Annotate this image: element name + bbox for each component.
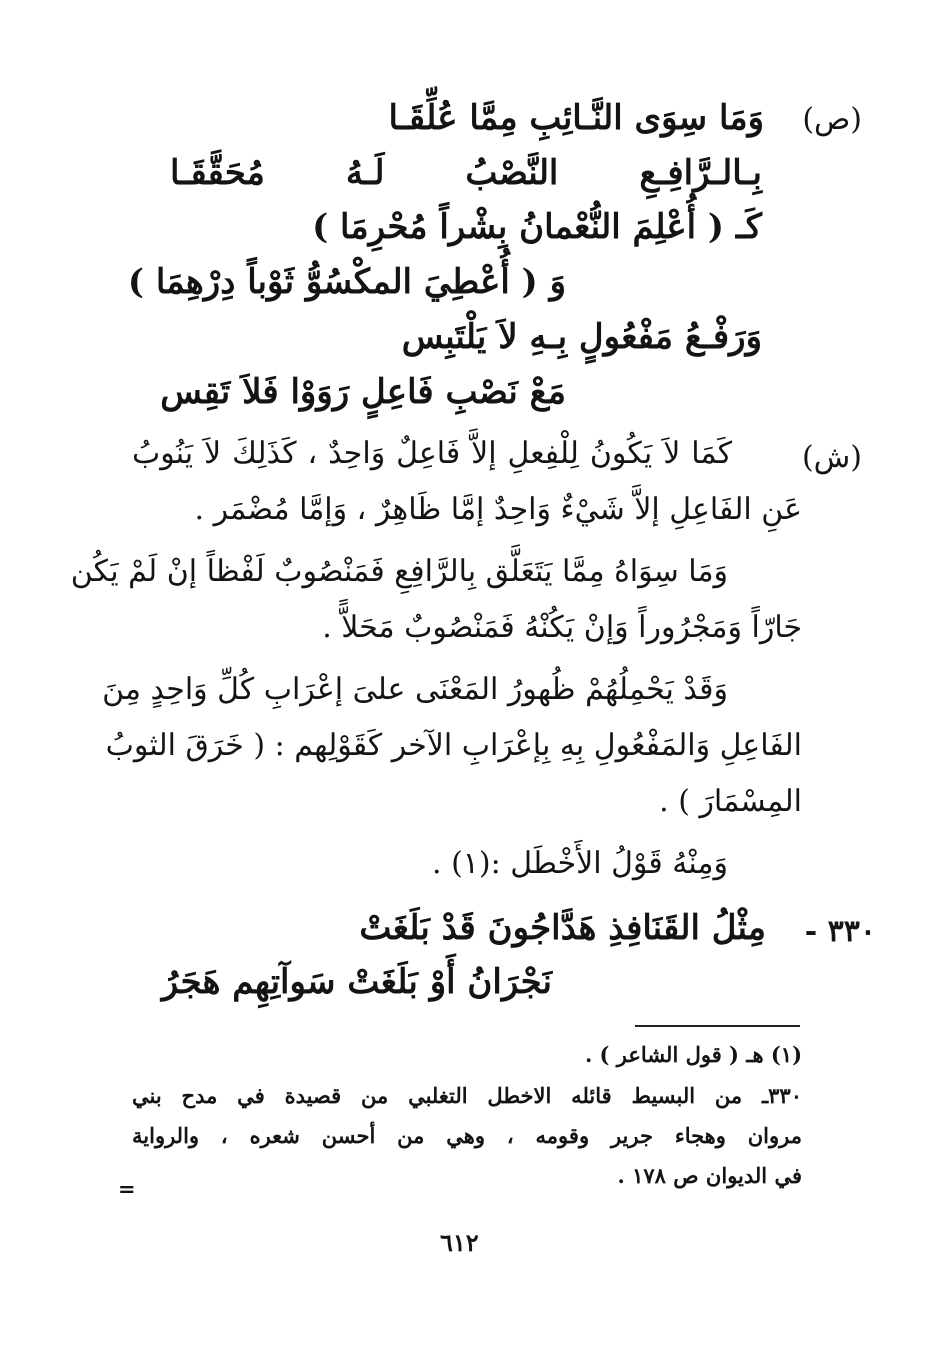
verse-line-1: وَمَا سِوَى النَّـائِبِ مِمَّا عُلِّقَـا — [388, 98, 764, 138]
verse-line-2: بِـالـرَّافِـعِ النَّصْبُ لَـهُ مُحَقَّقَـا — [170, 153, 762, 193]
footnote-2-line-3: في الديوان ص ١٧٨ . — [617, 1163, 802, 1188]
sharh-p2-line-2: جَارّاً وَمَجْرُوراً وَإنْ يَكُنْهُ فَمَنْصُوبٌ مَحَلاًّ . — [322, 610, 802, 645]
sharh-p4: وَمِنْهُ قَوْلُ الأَخْطَل :(١) . — [432, 846, 728, 881]
footnote-2-line-1: ٣٣٠ـ من البسيط قائله الاخطل التغلبي من قصيدة في مدح بني — [132, 1083, 802, 1108]
page-number: ٦١٢ — [440, 1228, 479, 1257]
poem-number: ٣٣٠ - — [804, 914, 876, 949]
footnote-separator — [635, 1025, 800, 1027]
continuation-mark: = — [118, 1176, 136, 1201]
verse-marker: (ص) — [802, 102, 862, 137]
verse-line-3: كَـ ( أُعْلِمَ النُّعْمانُ بِشْراً مُحْرِمَا ) — [312, 207, 762, 247]
footnote-2-line-2: مروان وهجاء جرير وقومه ، وهي من أحسن شعره ، والرواية — [132, 1123, 802, 1148]
sharh-p3-line-2: الفَاعِلِ وَالمَفْعُولِ بِهِ بِإعْرَابِ الآخر كَقَوْلِهم : ( خَرَقَ الثوبُ — [105, 728, 802, 763]
sharh-p3-line-1: وَقَدْ يَحْمِلُهُمْ ظُهورُ المَعْنَى علىَ إعْرَابِ كُلِّ وَاحِدٍ مِنَ — [102, 672, 728, 707]
poem-line-1: مِثْلُ القَنَافِذِ هَدَّاجُونَ قَدْ بَلَغَتْ — [359, 908, 766, 948]
footnote-1: (١) هـ ( قول الشاعر ) . — [584, 1042, 802, 1067]
verse-line-6: مَعْ نَصْبِ فَاعِلٍ رَوَوْا فَلاَ تَقِس — [160, 372, 566, 412]
sharh-p3-line-3: المِسْمَارَ ) . — [659, 784, 802, 819]
sharh-p2-line-1: وَمَا سِوَاهُ مِمَّا يَتَعَلَّق بِالرَّافِعِ فَمَنْصُوبٌ لَفْظاً إنْ لَمْ يَكُن — [70, 554, 728, 589]
verse-line-5: وَرَفْـعُ مَفْعُولٍ بِـهِ لاَ يَلْتَبِس — [401, 317, 762, 357]
poem-line-2: نَجْرَانُ أَوْ بَلَغَتْ سَوآتِهِم هَجَرُ — [161, 962, 552, 1002]
verse-line-4: وَ ( أُعْطِيَ المكْسُوُّ ثَوْباً دِرْهِمَا ) — [127, 262, 566, 302]
sharh-p1-line-2: عَنِ الفَاعِلِ إلاَّ شَيْءٌ وَاحِدٌ إمَّا ظَاهِرٌ ، وَإمَّا مُضْمَر . — [194, 492, 802, 527]
sharh-marker: (ش) — [801, 440, 862, 475]
sharh-p1-line-1: كَمَا لاَ يَكُونُ لِلْفِعلِ إلاَّ فَاعِلٌ وَاحِدٌ ، كَذَلِكَ لاَ يَنُوبُ — [132, 436, 732, 471]
